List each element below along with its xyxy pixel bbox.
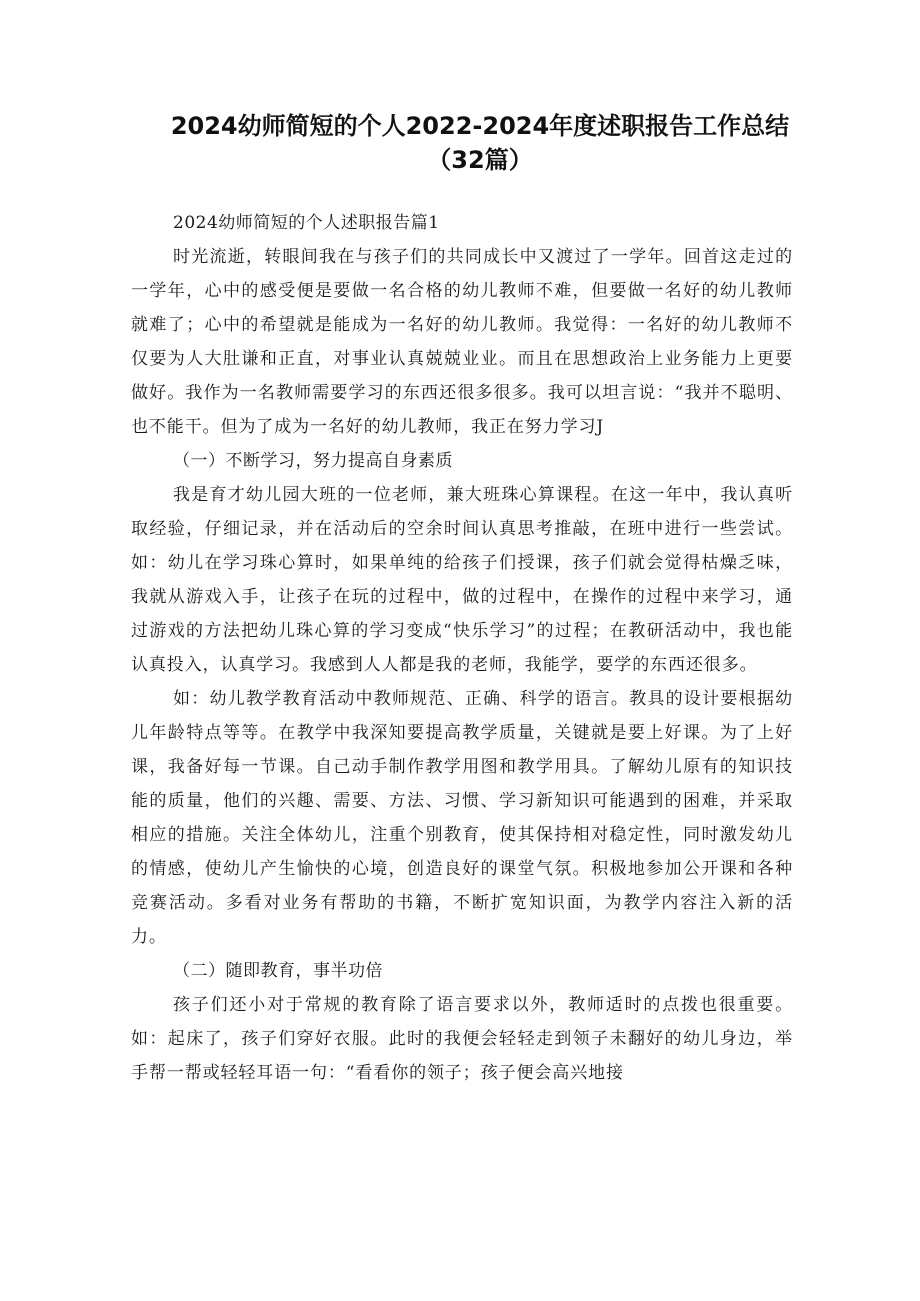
document-title-line1: 2024幼师简短的个人2022-2024年度述职报告工作总结 xyxy=(170,112,790,140)
document-title-line2: （32篇） xyxy=(427,146,533,174)
paragraph-intro: 时光流逝，转眼间我在与孩子们的共同成长中又渡过了一学年。回首这走过的一学年，心中的感受便是要做一名合格的幼儿教师不难，但要做一名好的幼儿教师就难了；心中的希望就是能成为一名好的幼儿教师。我觉得：一名好的幼儿教师不仅要为人大肚谦和正直，对事业认真兢兢业业。而且在思想政治上业务能力上更要做好。我作为一名教师需要学习的东西还很多很多。我可以坦言说：“我并不聪明、也不能干。但为了成为一名好的幼儿教师，我正在努力学习J xyxy=(131,247,793,437)
paragraph-education: 孩子们还小对于常规的教育除了语言要求以外，教师适时的点拨也很重要。如：起床了，孩子们穿好衣服。此时的我便会轻轻走到领子未翻好的幼儿身边，举手帮一帮或轻轻耳语一句：“看看你的领子；孩子便会高兴地接 xyxy=(131,995,793,1083)
subheading-study: （一）不断学习，努力提高自身素质 xyxy=(173,451,453,471)
document-body xyxy=(131,206,793,1090)
subheading-education: （二）随即教育，事半功倍 xyxy=(173,961,383,981)
paragraph-teaching: 如：幼儿教学教育活动中教师规范、正确、科学的语言。教具的设计要根据幼儿年龄特点等等。在教学中我深知要提高教学质量，关键就是要上好课。为了上好课，我备好每一节课。自己动手制作教学用图和教学用具。了解幼儿原有的知识技能的质量，他们的兴趣、需要、方法、习惯、学习新知识可能遇到的困难，并采取相应的措施。关注全体幼儿，注重个别教育，使其保持相对稳定性，同时激发幼儿的情感，使幼儿产生愉快的心境，创造良好的课堂气氛。积极地参加公开课和各种竞赛活动。多看对业务有帮助的书籍，不断扩宽知识面，为教学内容注入新的活力。 xyxy=(131,689,793,947)
paragraph-study: 我是育才幼儿园大班的一位老师，兼大班珠心算课程。在这一年中，我认真听取经验，仔细记录，并在活动后的空余时间认真思考推敲，在班中进行一些尝试。如：幼儿在学习珠心算时，如果单纯的给孩子们授课，孩子们就会觉得枯燥乏味，我就从游戏入手，让孩子在玩的过程中，做的过程中，在操作的过程中来学习，通过游戏的方法把幼儿珠心算的学习变成“快乐学习”的过程；在教研活动中，我也能认真投入，认真学习。我感到人人都是我的老师，我能学，要学的东西还很多。 xyxy=(131,485,793,675)
section-heading: 2024幼师简短的个人述职报告篇1 xyxy=(173,213,440,233)
